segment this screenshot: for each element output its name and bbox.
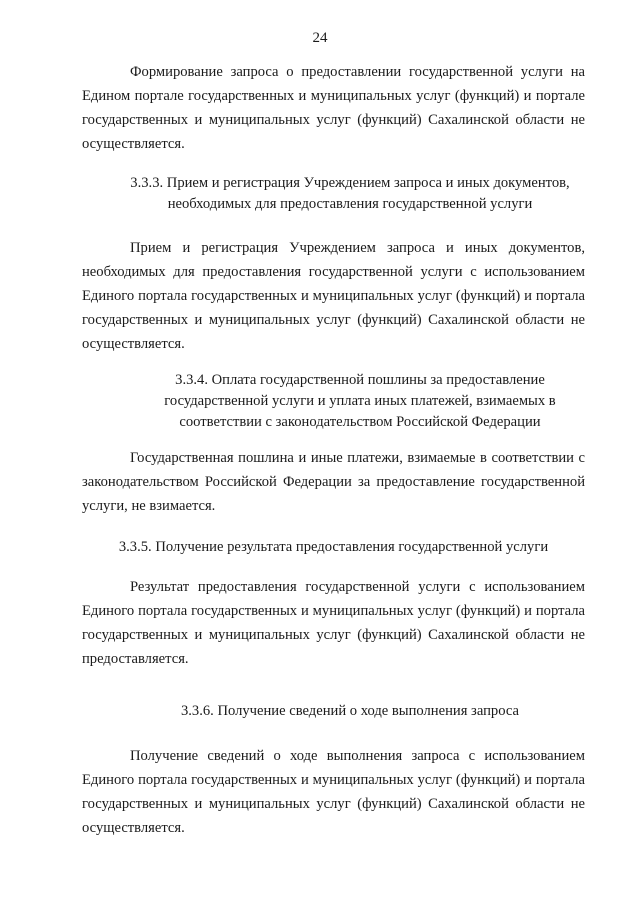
heading-line: 3.3.5. Получение результата предоставления государственной услуги — [118, 539, 549, 555]
intro-text: Формирование запроса о предоставлении государственной услуги на Едином портале государственных и муниципальных услуг (функций) и портале государственных и муниципальных услуг (функций) Сахалинской области не осуществляется. — [82, 64, 585, 152]
section-3-3-4-heading — [130, 370, 590, 433]
heading-line: государственной услуги и уплата иных платежей, взимаемых в — [164, 393, 556, 409]
section-3-3-6-body — [82, 744, 585, 840]
section-3-3-4-body — [82, 446, 585, 518]
heading-line: 3.3.4. Оплата государственной пошлины за предоставление — [175, 372, 545, 388]
section-3-3-6-heading — [100, 701, 600, 722]
body-text: Результат предоставления государственной услуги с использованием Единого портала государственных и муниципальных услуг (функций) и портала государственных и муниципальных услуг (функций) Сахалинской области не предоставляется. — [82, 579, 585, 667]
body-text: Получение сведений о ходе выполнения запроса с использованием Единого портала государственных и муниципальных услуг (функций) и портала государственных и муниципальных услуг (функций) Сахалинской области не осуществляется. — [82, 748, 585, 836]
body-text: Государственная пошлина и иные платежи, взимаемые в соответствии с законодательством Российской Федерации за предоставление государственной услуги, не взимается. — [82, 450, 585, 514]
page-number: 24 — [312, 30, 328, 46]
body-text: Прием и регистрация Учреждением запроса и иных документов, необходимых для предоставления государственной услуги с использованием Единого портала государственных и муниципальных услуг (функций) и портала государственных и муниципальных услуг (функций) Сахалинской области не осуществляется. — [82, 240, 585, 352]
section-3-3-5-body — [82, 575, 585, 671]
heading-line: соответствии с законодательством Российской Федерации — [179, 414, 541, 430]
intro-paragraph — [82, 60, 585, 156]
heading-line: необходимых для предоставления государственной услуги — [167, 196, 533, 212]
section-3-3-5-heading — [82, 537, 585, 558]
heading-line: 3.3.3. Прием и регистрация Учреждением запроса и иных документов, — [130, 175, 570, 191]
heading-line: 3.3.6. Получение сведений о ходе выполнения запроса — [180, 703, 520, 719]
section-3-3-3-body — [82, 236, 585, 356]
section-3-3-3-heading — [100, 173, 600, 215]
